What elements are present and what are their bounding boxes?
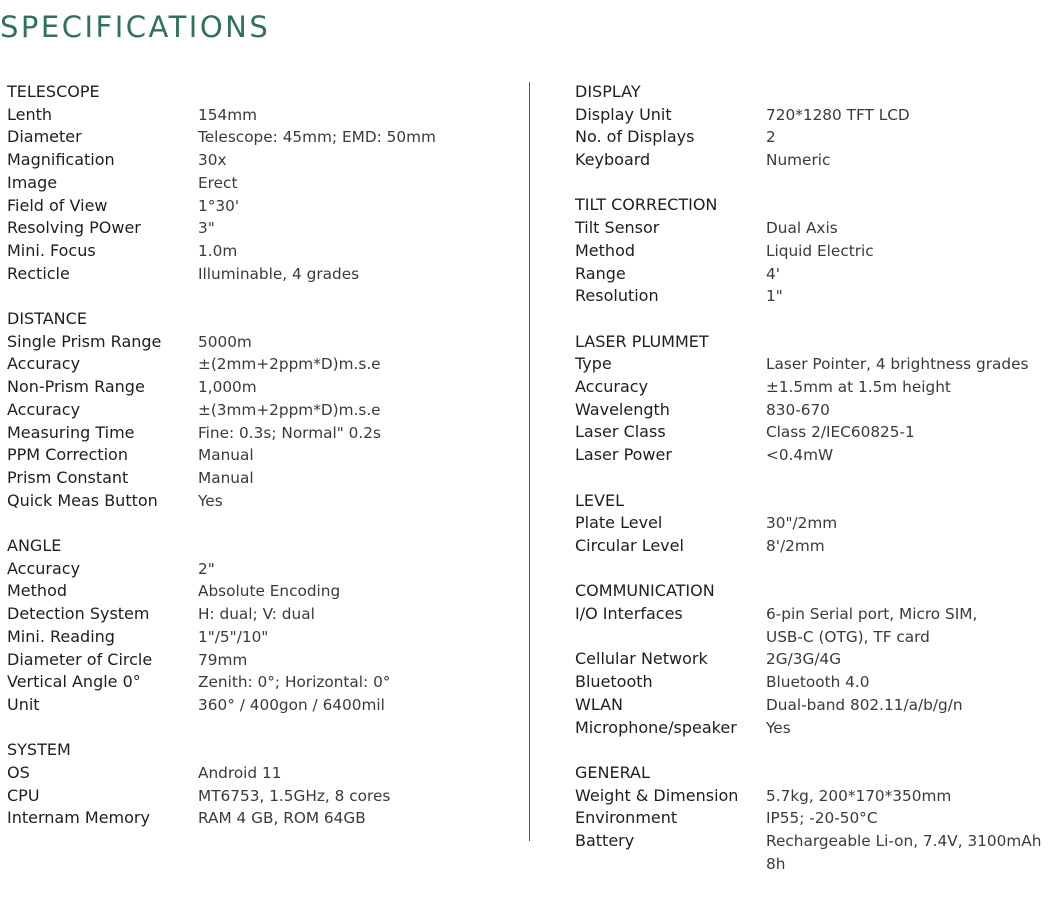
- section-heading: LASER PLUMMET: [575, 331, 709, 351]
- spec-label: Accuracy: [7, 558, 81, 578]
- spec-value-line: 1": [766, 287, 783, 306]
- spec-label: OS: [7, 762, 30, 782]
- spec-label: Diameter of Circle: [7, 649, 153, 669]
- spec-row: [7, 399, 527, 422]
- spec-value: [198, 376, 257, 399]
- spec-row: [575, 717, 1055, 740]
- spec-value: [198, 649, 247, 672]
- spec-label: Bluetooth: [575, 672, 653, 692]
- spec-row: [7, 558, 527, 581]
- spec-label: Diameter: [7, 127, 82, 147]
- spec-row: [7, 172, 527, 195]
- spec-value-line: Android 11: [198, 763, 282, 782]
- spec-label: Single Prism Range: [7, 331, 162, 351]
- spec-value: [766, 807, 878, 830]
- spec-value-line: ±1.5mm at 1.5m height: [766, 378, 951, 397]
- right-spec-column: [575, 81, 1055, 898]
- spec-label: Resolution: [575, 286, 659, 306]
- spec-row: [7, 353, 527, 376]
- spec-value: [766, 671, 869, 694]
- spec-row: [575, 399, 1055, 422]
- spec-label: Field of View: [7, 195, 108, 215]
- section-heading: DISPLAY: [575, 82, 641, 101]
- spec-row: [7, 807, 527, 830]
- spec-row: [7, 331, 527, 354]
- spec-row: [7, 649, 527, 672]
- spec-value: [766, 149, 830, 172]
- spec-row: [575, 694, 1055, 717]
- spec-value: [198, 172, 237, 195]
- spec-value: [766, 104, 910, 127]
- spec-row: [7, 263, 527, 286]
- spec-row: [7, 376, 527, 399]
- spec-label: No. of Displays: [575, 127, 695, 147]
- spec-value-line: Yes: [766, 718, 791, 737]
- spec-value-line: Telescope: 45mm; EMD: 50mm: [198, 128, 436, 147]
- spec-label: Accuracy: [7, 399, 81, 419]
- spec-section-display: [575, 81, 1055, 172]
- spec-row: [575, 535, 1055, 558]
- spec-label: Environment: [575, 808, 678, 828]
- spec-value: [198, 603, 315, 626]
- spec-label: Display Unit: [575, 104, 672, 124]
- spec-label: Range: [575, 263, 626, 283]
- spec-label: Laser Class: [575, 422, 666, 442]
- spec-row: [575, 285, 1055, 308]
- spec-label: Vertical Angle 0°: [7, 672, 141, 692]
- spec-value: [766, 648, 841, 671]
- spec-value-line: Manual: [198, 446, 254, 465]
- spec-value: [766, 263, 780, 286]
- spec-label: Mini. Reading: [7, 626, 115, 646]
- spec-label: Accuracy: [7, 354, 81, 374]
- spec-row: [7, 694, 527, 717]
- spec-value: [766, 353, 1028, 376]
- spec-value-line: 2": [198, 559, 215, 578]
- spec-value: [766, 444, 833, 467]
- spec-value-line: 79mm: [198, 650, 248, 669]
- spec-label: Cellular Network: [575, 649, 708, 669]
- spec-value: [766, 830, 1041, 875]
- spec-section-communication: [575, 580, 1055, 739]
- spec-section-level: [575, 490, 1055, 558]
- spec-value: [766, 512, 837, 535]
- spec-row: [575, 444, 1055, 467]
- spec-row: [7, 240, 527, 263]
- spec-value: [198, 558, 215, 581]
- spec-value-line: 1,000m: [198, 378, 257, 397]
- spec-row: [575, 240, 1055, 263]
- spec-value-line: Liquid Electric: [766, 241, 874, 260]
- spec-value-line: 8'/2mm: [766, 536, 825, 555]
- spec-value: [198, 467, 254, 490]
- spec-label: Microphone/speaker: [575, 717, 737, 737]
- section-heading: SYSTEM: [7, 740, 71, 760]
- spec-value: [198, 263, 359, 286]
- spec-section-distance: [7, 308, 527, 512]
- spec-section-system: [7, 739, 527, 830]
- spec-value-line: 360° / 400gon / 6400mil: [198, 695, 385, 714]
- spec-label: Resolving POwer: [7, 218, 141, 238]
- spec-value: [766, 717, 791, 740]
- spec-section-tilt-correction: [575, 194, 1055, 308]
- spec-value: [198, 422, 381, 445]
- spec-value: [198, 807, 366, 830]
- spec-label: Image: [7, 172, 58, 192]
- spec-value-line: Bluetooth 4.0: [766, 673, 870, 692]
- spec-row: [7, 149, 527, 172]
- section-heading: GENERAL: [575, 762, 650, 782]
- spec-value-line: ±(3mm+2ppm*D)m.s.e: [198, 400, 381, 419]
- spec-value: [198, 195, 239, 218]
- spec-value: [766, 535, 825, 558]
- spec-label: Plate Level: [575, 513, 663, 533]
- spec-value-line: IP55; -20-50°C: [766, 809, 878, 828]
- spec-section-general: [575, 762, 1055, 875]
- spec-value-line: 1.0m: [198, 241, 238, 260]
- spec-value-line: USB-C (OTG), TF card: [766, 627, 930, 646]
- spec-label: Method: [7, 581, 68, 601]
- spec-label: WLAN: [575, 694, 624, 714]
- spec-value: [198, 104, 257, 127]
- spec-value-line: Dual-band 802.11/a/b/g/n: [766, 695, 963, 714]
- spec-value: [198, 331, 252, 354]
- spec-value-line: 2: [766, 128, 776, 147]
- spec-value-line: Dual Axis: [766, 219, 838, 238]
- spec-row: [575, 376, 1055, 399]
- spec-label: Lenth: [7, 104, 53, 124]
- spec-label: Battery: [575, 831, 635, 850]
- spec-row: [575, 785, 1055, 808]
- spec-value: [766, 285, 783, 308]
- spec-value: [766, 376, 951, 399]
- spec-label: Measuring Time: [7, 422, 135, 442]
- spec-value-line: 8h: [766, 854, 786, 873]
- spec-row: [7, 626, 527, 649]
- spec-value-line: Yes: [198, 491, 223, 510]
- spec-value: [198, 694, 385, 717]
- spec-value-line: 30x: [198, 151, 227, 170]
- spec-value-line: 2G/3G/4G: [766, 650, 842, 669]
- spec-value: [766, 694, 963, 717]
- spec-label: Recticle: [7, 263, 70, 283]
- section-heading: ANGLE: [7, 536, 62, 555]
- spec-value-line: Laser Pointer, 4 brightness grades: [766, 355, 1029, 374]
- spec-value: [766, 217, 838, 240]
- spec-value-line: 1°30': [198, 196, 240, 215]
- spec-value-line: Numeric: [766, 151, 831, 170]
- spec-row: [7, 444, 527, 467]
- spec-value-line: MT6753, 1.5GHz, 8 cores: [198, 786, 391, 805]
- spec-value: [198, 671, 390, 694]
- spec-row: [7, 671, 527, 694]
- spec-value: [198, 762, 281, 785]
- spec-row: [575, 671, 1055, 694]
- spec-value: [766, 240, 874, 263]
- spec-row: [575, 807, 1055, 830]
- spec-label: Accuracy: [575, 377, 649, 397]
- spec-section-laser-plummet: [575, 331, 1055, 467]
- spec-row: [7, 603, 527, 626]
- spec-row: [575, 149, 1055, 172]
- spec-row: [575, 648, 1055, 671]
- spec-row: [7, 195, 527, 218]
- spec-label: Magnification: [7, 150, 115, 170]
- spec-value-line: 30"/2mm: [766, 514, 838, 533]
- spec-value-line: 154mm: [198, 105, 257, 124]
- spec-label: CPU: [7, 785, 40, 805]
- spec-label: Method: [575, 240, 636, 260]
- spec-value: [766, 785, 951, 808]
- spec-label: Wavelength: [575, 399, 670, 419]
- spec-value-line: 1"/5"/10": [198, 627, 269, 646]
- spec-label: Mini. Focus: [7, 240, 96, 260]
- spec-row: [575, 353, 1055, 376]
- spec-value-line: 5.7kg, 200*170*350mm: [766, 786, 952, 805]
- page-title: SPECIFICATIONS: [0, 10, 271, 44]
- spec-label: Circular Level: [575, 535, 684, 555]
- section-heading: TILT CORRECTION: [575, 195, 718, 215]
- spec-row: [7, 467, 527, 490]
- spec-value-line: 6-pin Serial port, Micro SIM,: [766, 605, 978, 624]
- spec-value-line: RAM 4 GB, ROM 64GB: [198, 809, 366, 828]
- spec-label: Unit: [7, 694, 40, 714]
- spec-label: Non-Prism Range: [7, 377, 145, 397]
- spec-label: Keyboard: [575, 150, 651, 170]
- spec-value: [198, 785, 390, 808]
- spec-value: [198, 353, 381, 376]
- spec-value-line: Absolute Encoding: [198, 582, 341, 601]
- spec-value-line: Zenith: 0°; Horizontal: 0°: [198, 673, 391, 692]
- spec-row: [575, 217, 1055, 240]
- spec-value-line: Rechargeable Li-on, 7.4V, 3100mAh: [766, 832, 1042, 850]
- spec-row: [7, 490, 527, 513]
- spec-value-line: 830-670: [766, 400, 830, 419]
- left-spec-column: [7, 81, 527, 853]
- spec-label: Quick Meas Button: [7, 490, 158, 510]
- spec-value: [766, 126, 776, 149]
- spec-row: [575, 603, 1055, 648]
- spec-row: [575, 126, 1055, 149]
- spec-value-line: Erect: [198, 173, 238, 192]
- section-heading: DISTANCE: [7, 309, 87, 328]
- spec-row: [7, 762, 527, 785]
- spec-section-telescope: [7, 81, 527, 285]
- spec-value-line: Manual: [198, 468, 254, 487]
- column-divider: [529, 82, 530, 841]
- spec-label: Type: [575, 354, 612, 374]
- spec-label: Laser Power: [575, 445, 672, 465]
- spec-row: [575, 421, 1055, 444]
- spec-value: [198, 126, 436, 149]
- spec-value: [766, 399, 830, 422]
- spec-row: [7, 785, 527, 808]
- spec-value-line: H: dual; V: dual: [198, 605, 315, 624]
- spec-label: I/O Interfaces: [575, 604, 683, 624]
- spec-row: [575, 512, 1055, 535]
- spec-row: [7, 126, 527, 149]
- section-heading: TELESCOPE: [7, 82, 100, 101]
- spec-value: [198, 626, 268, 649]
- spec-value-line: ±(2mm+2ppm*D)m.s.e: [198, 355, 381, 374]
- spec-value: [198, 444, 254, 467]
- spec-value: [766, 603, 977, 648]
- spec-value-line: Class 2/IEC60825-1: [766, 423, 915, 442]
- spec-label: Prism Constant: [7, 467, 129, 487]
- spec-row: [7, 217, 527, 240]
- spec-label: Detection System: [7, 604, 150, 624]
- spec-label: Weight & Dimension: [575, 785, 739, 805]
- spec-value: [198, 490, 223, 513]
- spec-value-line: 720*1280 TFT LCD: [766, 105, 910, 124]
- spec-value-line: <0.4mW: [766, 446, 834, 465]
- spec-row: [7, 422, 527, 445]
- spec-row: [7, 580, 527, 603]
- section-heading: COMMUNICATION: [575, 581, 715, 601]
- spec-row: [575, 830, 1055, 875]
- spec-value-line: 5000m: [198, 332, 252, 351]
- spec-section-angle: [7, 535, 527, 717]
- section-heading: LEVEL: [575, 490, 624, 510]
- spec-value: [198, 580, 340, 603]
- spec-value-line: 4': [766, 264, 780, 283]
- spec-row: [575, 104, 1055, 127]
- spec-value: [198, 240, 237, 263]
- spec-label: PPM Correction: [7, 445, 128, 465]
- spec-value-line: Illuminable, 4 grades: [198, 264, 360, 283]
- spec-value-line: Fine: 0.3s; Normal" 0.2s: [198, 423, 381, 442]
- spec-value: [766, 421, 915, 444]
- spec-value: [198, 149, 227, 172]
- spec-value: [198, 217, 215, 240]
- spec-row: [575, 263, 1055, 286]
- spec-label: Tilt Sensor: [575, 218, 660, 238]
- spec-value: [198, 399, 381, 422]
- spec-value-line: 3": [198, 219, 215, 238]
- spec-label: Internam Memory: [7, 808, 150, 828]
- spec-row: [7, 104, 527, 127]
